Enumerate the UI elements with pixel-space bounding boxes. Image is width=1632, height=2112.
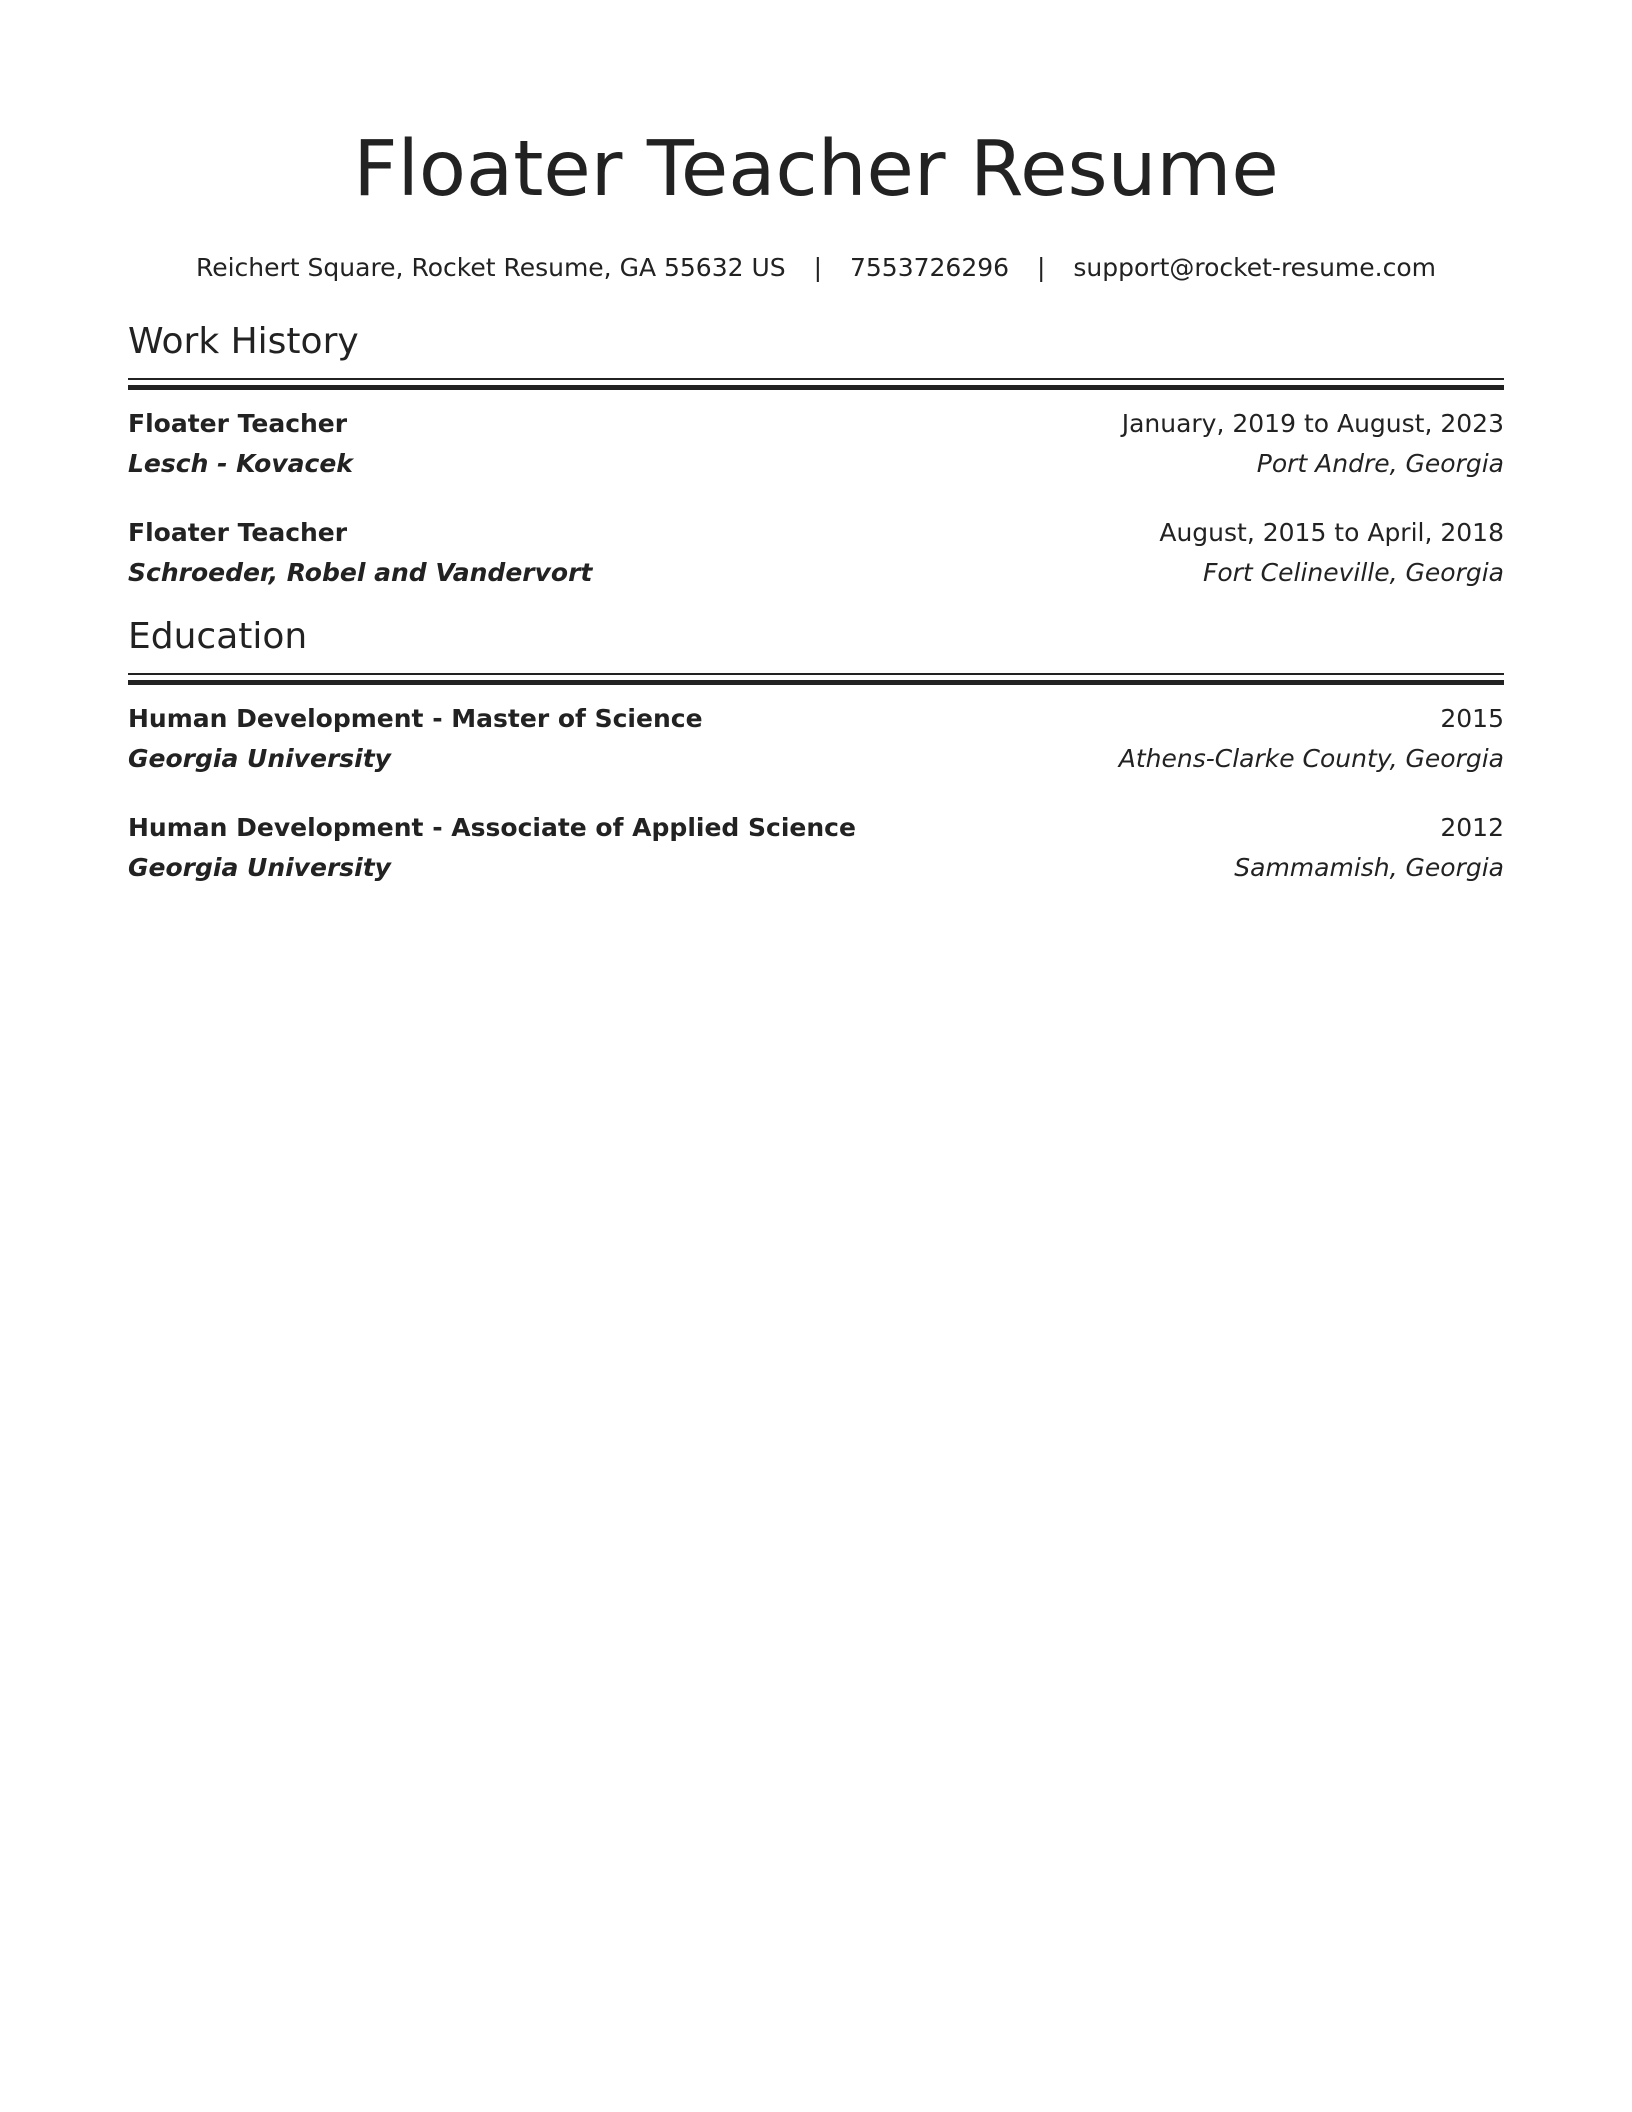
education-section [128, 615, 1504, 888]
employer-name: Schroeder, Robel and Vandervort [128, 558, 593, 587]
job-location: Port Andre, Georgia [1256, 449, 1504, 478]
work-entry [128, 404, 1504, 484]
employer-name: Lesch - Kovacek [128, 449, 353, 478]
entry-header-row [128, 513, 1504, 553]
entry-subheader-row [128, 848, 1504, 888]
degree-title: Human Development - Master of Science [128, 704, 703, 733]
divider-thick-line [128, 680, 1504, 685]
resume-page [128, 0, 1504, 888]
degree-title: Human Development - Associate of Applied Science [128, 813, 856, 842]
entry-subheader-row [128, 444, 1504, 484]
divider-thin-line [128, 378, 1504, 380]
entry-header-row [128, 699, 1504, 739]
education-entry [128, 699, 1504, 779]
job-location: Fort Celineville, Georgia [1202, 558, 1504, 587]
contact-separator: | [813, 253, 823, 282]
contact-line [128, 252, 1504, 284]
work-history-section [128, 320, 1504, 593]
education-entry [128, 808, 1504, 888]
section-heading-work-history: Work History [128, 321, 359, 362]
job-dates: August, 2015 to April, 2018 [1159, 518, 1504, 547]
school-name: Georgia University [128, 853, 391, 882]
contact-address: Reichert Square, Rocket Resume, GA 55632 US [195, 253, 786, 282]
job-title: Floater Teacher [128, 518, 348, 547]
job-title: Floater Teacher [128, 409, 348, 438]
divider-thick-line [128, 385, 1504, 390]
school-location: Athens-Clarke County, Georgia [1118, 744, 1504, 773]
school-name: Georgia University [128, 744, 391, 773]
job-dates: January, 2019 to August, 2023 [1121, 409, 1504, 438]
section-heading-education: Education [128, 616, 308, 657]
entry-header-row [128, 404, 1504, 444]
entry-subheader-row [128, 739, 1504, 779]
school-location: Sammamish, Georgia [1234, 853, 1504, 882]
degree-year: 2012 [1440, 813, 1504, 842]
contact-separator: | [1037, 253, 1046, 282]
entry-header-row [128, 808, 1504, 848]
degree-year: 2015 [1440, 704, 1504, 733]
section-divider [128, 378, 1504, 390]
contact-email[interactable]: support@rocket-resume.com [1073, 253, 1437, 282]
section-divider [128, 673, 1504, 685]
contact-phone[interactable]: 7553726296 [850, 253, 1010, 282]
resume-title: Floater Teacher Resume [353, 125, 1279, 214]
entry-subheader-row [128, 553, 1504, 593]
divider-thin-line [128, 673, 1504, 675]
work-entry [128, 513, 1504, 593]
